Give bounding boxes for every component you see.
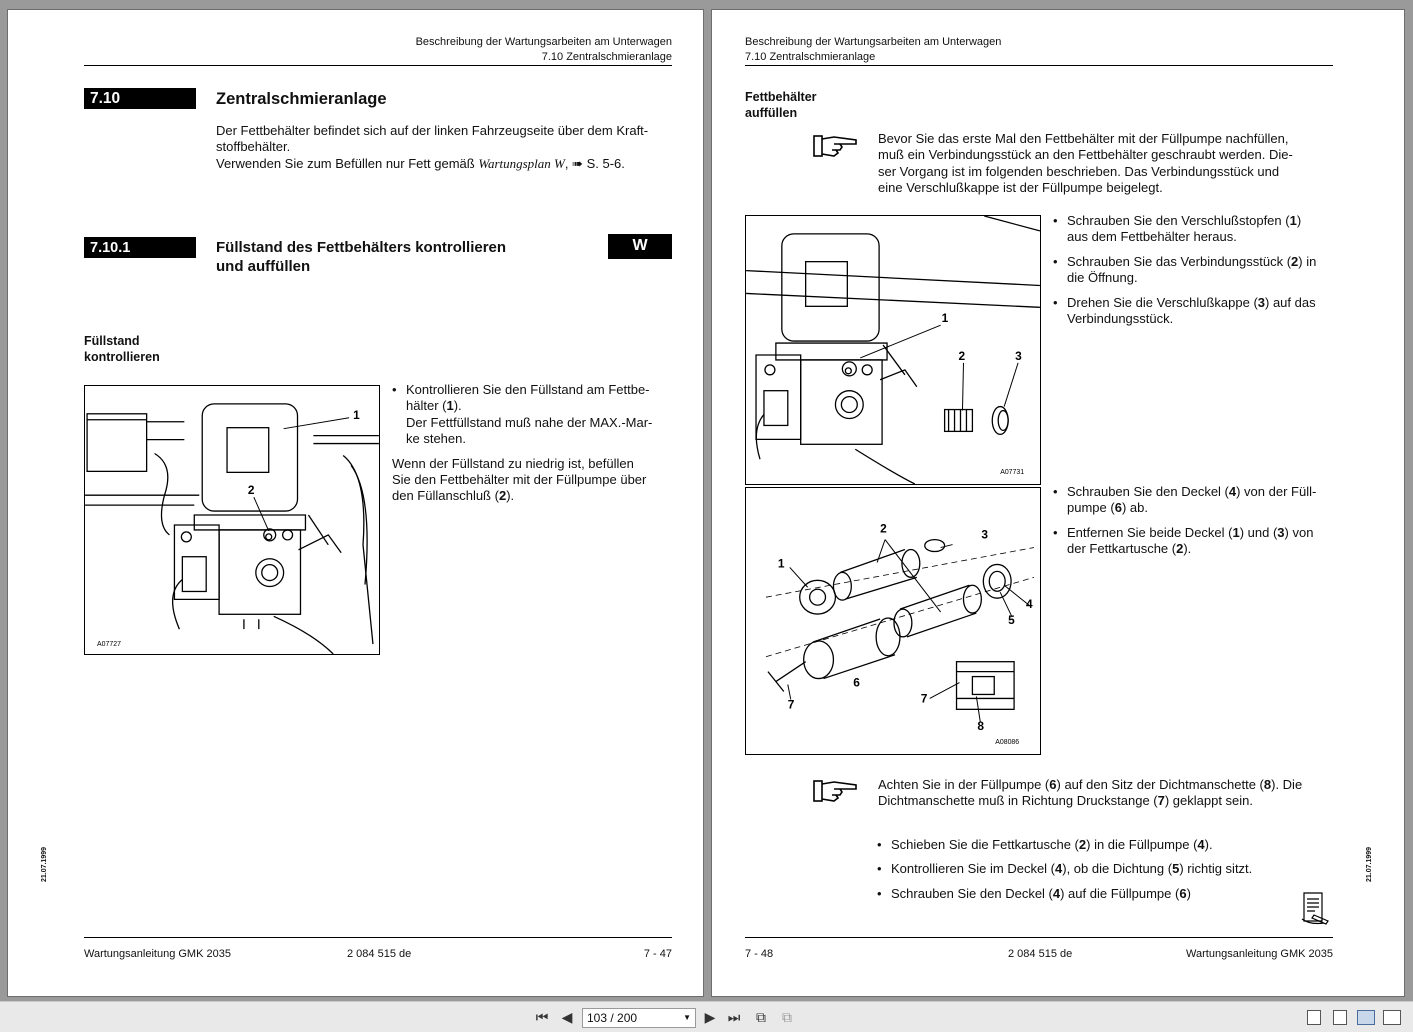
text-span: ) geklappt sein. bbox=[1164, 793, 1254, 809]
first-page-icon[interactable]: ⏮ bbox=[535, 1009, 549, 1025]
footer-manual-title: Wartungsanleitung GMK 2035 bbox=[84, 948, 231, 960]
figure-callout-6: 6 bbox=[853, 675, 860, 690]
text-span: ) auf den Sitz der Dichtmanschette ( bbox=[1056, 777, 1264, 792]
next-page-icon[interactable]: ▶ bbox=[704, 1009, 716, 1025]
two-page-view-icon[interactable] bbox=[1357, 1010, 1375, 1025]
figure-callout-1: 1 bbox=[353, 407, 360, 422]
ref-number: 2 bbox=[1078, 837, 1087, 852]
header-rule bbox=[84, 65, 672, 66]
subsection-title-line: Füllstand des Fettbehälters kontrollieren bbox=[216, 239, 507, 256]
text-line: Verbindungsstück. bbox=[1067, 311, 1174, 327]
running-header bbox=[84, 35, 672, 65]
continued-page-icon bbox=[1300, 891, 1332, 925]
text-line bbox=[1067, 254, 1338, 270]
pump-steps bbox=[1053, 484, 1338, 558]
instruction-check-level bbox=[392, 382, 677, 448]
step-attach-cap bbox=[1053, 295, 1338, 328]
figure-callout-3: 3 bbox=[981, 527, 988, 542]
subheading-line: auffüllen bbox=[745, 106, 798, 120]
pointing-hand-icon bbox=[812, 777, 860, 805]
step-insert-cartridge bbox=[877, 837, 1337, 853]
continuous-view-icon[interactable] bbox=[1333, 1010, 1347, 1025]
text-span: ) auf die Füllpumpe ( bbox=[1060, 885, 1180, 901]
header-rule bbox=[745, 65, 1333, 66]
text-line: muß ein Verbindungsstück an den Fettbehälter geschraubt werden. Die- bbox=[878, 147, 1293, 163]
figure-code: A07727 bbox=[97, 641, 121, 649]
check-instructions bbox=[392, 382, 677, 505]
viewer-toolbar bbox=[0, 1001, 1413, 1032]
header-section: 7.10 Zentralschmieranlage bbox=[541, 51, 672, 63]
ref-number: 2 bbox=[498, 488, 507, 504]
ref-number: 4 bbox=[1228, 484, 1237, 499]
text-span: Verwenden Sie zum Befüllen nur Fett gemäß bbox=[216, 155, 479, 171]
intro-line bbox=[216, 156, 676, 172]
forward-view-icon[interactable]: ⧉ bbox=[782, 1009, 792, 1025]
ref-number: 1 bbox=[1232, 524, 1240, 540]
ref-number: 1 bbox=[1289, 213, 1297, 228]
ref-number: 8 bbox=[1263, 777, 1272, 792]
text-line: • Kontrollieren Sie den Füllstand am Fettbe- bbox=[406, 382, 650, 397]
text-span: ) ab. bbox=[1121, 500, 1148, 516]
connector-steps bbox=[1053, 213, 1338, 327]
section-title: Zentralschmieranlage bbox=[216, 90, 387, 108]
footer-doc-number: 2 084 515 de bbox=[1008, 948, 1073, 960]
running-header bbox=[745, 35, 1333, 65]
text-span: Schrauben Sie das Verbindungsstück ( bbox=[1067, 253, 1292, 269]
side-date: 21.07.1999 bbox=[41, 846, 48, 882]
section-number: 7.10 bbox=[84, 88, 196, 109]
text-line bbox=[878, 777, 1338, 793]
final-steps bbox=[877, 837, 1337, 902]
text-span: Schrauben Sie den Verschlußstopfen ( bbox=[1067, 213, 1290, 228]
text-span: hälter ( bbox=[406, 398, 447, 414]
ref-number: 2 bbox=[1291, 253, 1299, 269]
text-span: Drehen Sie die Verschlußkappe ( bbox=[1067, 294, 1258, 310]
figure-fill-pump-exploded bbox=[745, 487, 1041, 755]
text-span: Schieben Sie die Fettkartusche ( bbox=[891, 837, 1079, 852]
text-span: Schrauben Sie den Deckel ( bbox=[1067, 484, 1229, 499]
ref-number: 7 bbox=[1157, 793, 1165, 809]
figure-callout-8: 8 bbox=[977, 719, 984, 734]
text-line: Der Fettfüllstand muß nahe der MAX.-Mar- bbox=[406, 414, 653, 430]
subheading-check-level bbox=[84, 333, 160, 365]
subsection-title bbox=[216, 238, 506, 276]
text-span: Dichtmanschette muß in Richtung Druckstange ( bbox=[878, 793, 1158, 809]
step-remove-plug bbox=[1053, 213, 1338, 246]
figure-callout-4: 4 bbox=[1026, 597, 1033, 612]
right-page bbox=[711, 9, 1405, 997]
text-line: Sie den Fettbehälter mit der Füllpumpe über bbox=[392, 472, 647, 488]
ref-number: 4 bbox=[1055, 861, 1063, 877]
text-span: ) von der Füll- bbox=[1236, 484, 1317, 499]
text-line bbox=[406, 398, 677, 414]
prev-page-icon[interactable]: ◀ bbox=[561, 1009, 573, 1025]
footer-page-number: 7 - 47 bbox=[643, 948, 672, 960]
text-span: der Fettkartusche ( bbox=[1067, 541, 1177, 557]
refill-paragraph bbox=[392, 456, 677, 505]
intro-line: stoffbehälter. bbox=[216, 139, 291, 155]
figure-grease-container bbox=[84, 385, 380, 655]
text-line: Wenn der Füllstand zu niedrig ist, befüllen bbox=[392, 455, 634, 471]
two-page-continuous-view-icon[interactable] bbox=[1383, 1010, 1401, 1025]
figure-callout-2: 2 bbox=[247, 483, 255, 498]
text-line bbox=[1067, 541, 1338, 557]
ref-number: 5 bbox=[1172, 861, 1180, 877]
text-line: Bevor Sie das erste Mal den Fettbehälter mit der Füllpumpe nachfüllen, bbox=[878, 131, 1289, 146]
figure-code: A08086 bbox=[995, 739, 1020, 747]
text-line bbox=[1067, 295, 1338, 311]
text-span: Schrauben Sie den Deckel ( bbox=[891, 885, 1053, 901]
figure-callout-3: 3 bbox=[1015, 348, 1022, 363]
text-span: ) richtig sitzt. bbox=[1179, 861, 1253, 877]
text-span: Kontrollieren Sie im Deckel ( bbox=[891, 861, 1056, 877]
text-span: ). bbox=[506, 488, 515, 504]
text-span: ). bbox=[1204, 837, 1213, 852]
figure-code: A07731 bbox=[1000, 469, 1025, 477]
text-span: ) in die Füllpumpe ( bbox=[1086, 837, 1198, 852]
text-line: ke stehen. bbox=[406, 431, 466, 447]
page-ref: , ➠ S. 5-6. bbox=[564, 155, 625, 171]
text-span: den Füllanschluß ( bbox=[392, 488, 499, 504]
ref-number: 6 bbox=[1179, 885, 1187, 901]
figure-callout-1: 1 bbox=[777, 556, 785, 571]
figure-callout-7: 7 bbox=[920, 691, 928, 706]
ref-number: 3 bbox=[1257, 294, 1266, 310]
text-span: ). Die bbox=[1271, 777, 1303, 792]
subsection-number: 7.10.1 bbox=[84, 237, 196, 258]
text-line bbox=[1067, 525, 1338, 541]
side-date: 21.07.1999 bbox=[1366, 846, 1373, 882]
note-seal-position bbox=[878, 777, 1338, 810]
ref-number: 1 bbox=[446, 398, 454, 414]
intro-text bbox=[216, 123, 676, 172]
left-page bbox=[7, 9, 704, 997]
text-span: Entfernen Sie beide Deckel ( bbox=[1067, 524, 1233, 540]
footer-page-number: 7 - 48 bbox=[745, 948, 774, 960]
page-indicator: 103 / 200 bbox=[587, 1011, 638, 1025]
maintenance-plan-ref: Wartungsplan W bbox=[478, 155, 565, 171]
text-span: ) auf das bbox=[1265, 294, 1316, 310]
maintenance-level-badge: W bbox=[608, 234, 672, 259]
text-span: ) und ( bbox=[1239, 524, 1278, 540]
text-line: die Öffnung. bbox=[1067, 270, 1138, 286]
text-span: ). bbox=[1183, 541, 1192, 557]
header-chapter: Beschreibung der Wartungsarbeiten am Unterwagen bbox=[415, 36, 672, 48]
ref-number: 6 bbox=[1114, 500, 1122, 516]
text-line bbox=[1067, 500, 1338, 516]
figure-connector-assembly bbox=[745, 215, 1041, 485]
back-view-icon[interactable]: ⧉ bbox=[756, 1009, 766, 1025]
ref-number: 4 bbox=[1052, 885, 1061, 901]
text-span: ). bbox=[453, 398, 462, 414]
text-span: ) bbox=[1296, 213, 1302, 228]
connector-assembly-drawing bbox=[746, 216, 1040, 484]
note-connector-info bbox=[878, 131, 1328, 197]
figure-callout-5: 5 bbox=[1008, 612, 1015, 627]
footer-rule bbox=[84, 937, 672, 938]
step-check-seal bbox=[877, 861, 1337, 877]
step-screw-lid bbox=[877, 886, 1337, 902]
fill-pump-exploded-drawing bbox=[746, 488, 1040, 754]
text-span: ) von bbox=[1284, 524, 1314, 540]
figure-callout-7: 7 bbox=[787, 697, 795, 712]
subheading-line: Fettbehälter bbox=[745, 90, 817, 104]
step-insert-connector bbox=[1053, 254, 1338, 287]
ref-number: 4 bbox=[1197, 837, 1205, 852]
subheading-line: kontrollieren bbox=[84, 350, 160, 364]
single-page-view-icon[interactable] bbox=[1307, 1010, 1321, 1025]
page-number-select[interactable] bbox=[582, 1008, 696, 1028]
last-page-icon[interactable]: ⏭ bbox=[727, 1009, 741, 1025]
pointing-hand-icon bbox=[812, 132, 860, 160]
ref-number: 3 bbox=[1277, 524, 1285, 540]
text-span: ) bbox=[1186, 885, 1191, 901]
text-line: ser Vorgang ist im folgenden beschrieben. Das Verbindungsstück und bbox=[878, 163, 1280, 179]
text-line: eine Verschlußkappe ist der Füllpumpe beigelegt. bbox=[878, 180, 1163, 196]
intro-line: Der Fettbehälter befindet sich auf der linken Fahrzeugseite über dem Kraft- bbox=[216, 123, 649, 138]
text-span: Achten Sie in der Füllpumpe ( bbox=[878, 777, 1050, 792]
footer-rule bbox=[745, 937, 1333, 938]
ref-number: 2 bbox=[1176, 541, 1184, 557]
text-line: aus dem Fettbehälter heraus. bbox=[1067, 229, 1237, 245]
subsection-title-line: und auffüllen bbox=[216, 258, 311, 275]
header-section: 7.10 Zentralschmieranlage bbox=[745, 51, 876, 63]
figure-callout-2: 2 bbox=[958, 348, 966, 363]
step-unscrew-lid bbox=[1053, 484, 1338, 517]
text-span: pumpe ( bbox=[1067, 500, 1115, 516]
step-remove-caps bbox=[1053, 525, 1338, 558]
text-line bbox=[1067, 213, 1338, 229]
footer-doc-number: 2 084 515 de bbox=[347, 948, 412, 960]
text-line bbox=[878, 793, 1338, 809]
text-span: ) in bbox=[1298, 253, 1317, 269]
figure-callout-1: 1 bbox=[941, 311, 949, 326]
text-line bbox=[1067, 484, 1338, 500]
grease-container-drawing bbox=[85, 386, 379, 654]
text-line bbox=[392, 488, 677, 504]
header-chapter: Beschreibung der Wartungsarbeiten am Unterwagen bbox=[745, 36, 1002, 48]
subheading-line: Füllstand bbox=[84, 334, 140, 348]
subheading-refill bbox=[745, 89, 817, 121]
chevron-down-icon: ▼ bbox=[683, 1013, 691, 1022]
figure-callout-2: 2 bbox=[880, 521, 887, 536]
text-span: ), ob die Dichtung ( bbox=[1062, 861, 1173, 877]
ref-number: 6 bbox=[1049, 777, 1057, 792]
footer-manual-title: Wartungsanleitung GMK 2035 bbox=[1186, 948, 1333, 960]
